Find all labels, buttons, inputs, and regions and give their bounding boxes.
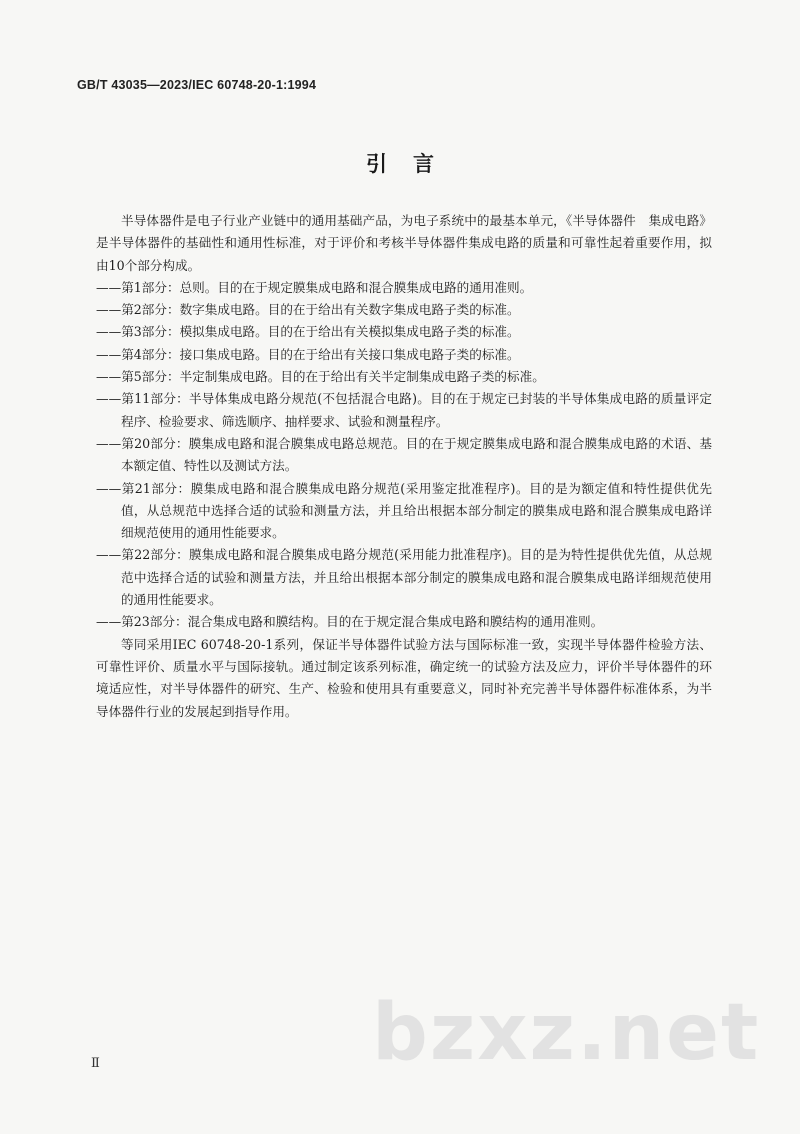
part-item-3: ——第3部分：模拟集成电路。目的在于给出有关模拟集成电路子类的标准。 <box>96 324 520 340</box>
intro-paragraph: 半导体器件是电子行业产业链中的通用基础产品，为电子系统中的最基本单元，《半导体器件 集成电路》是半导体器件的基础性和通用性标准，对于评价和考核半导体器件集成电路的质量和可靠性起着重要作用，拟由10个部分构成。 <box>96 213 712 273</box>
part-item-22: ——第22部分：膜集成电路和混合膜集成电路分规范(采用能力批准程序)。目的是为特性提供优先值，从总规范中选择合适的试验和测量方法，并且给出根据本部分制定的膜集成电路和混合膜集成电路详细规范使用的通用性能要求。 <box>96 547 712 608</box>
part-item-5: ——第5部分：半定制集成电路。目的在于给出有关半定制集成电路子类的标准。 <box>96 369 545 385</box>
part-item-2: ——第2部分：数字集成电路。目的在于给出有关数字集成电路子类的标准。 <box>96 302 520 318</box>
part-item-21: ——第21部分：膜集成电路和混合膜集成电路分规范(采用鉴定批准程序)。目的是为额定值和特性提供优先值，从总规范中选择合适的试验和测量方法，并且给出根据本部分制定的膜集成电路和混合膜集成电路详细规范使用的通用性能要求。 <box>96 480 712 541</box>
closing-paragraph: 等同采用IEC 60748-20-1系列，保证半导体器件试验方法与国际标准一致，实现半导体器件检验方法、可靠性评价、质量水平与国际接轨。通过制定该系列标准，确定统一的试验方法及应力，评价半导体器件的环境适应性，对半导体器件的研究、生产、检验和使用具有重要意义，同时补充完善半导体器件标准体系，为半导体器件行业的发展起到指导作用。 <box>96 636 712 719</box>
part-item-11: ——第11部分：半导体集成电路分规范(不包括混合电路)。目的在于规定已封装的半导体集成电路的质量评定程序、检验要求、筛选顺序、抽样要求、试验和测量程序。 <box>96 391 712 429</box>
site-watermark: bzxz.net <box>372 988 761 1078</box>
part-item-20: ——第20部分：膜集成电路和混合膜集成电路总规范。目的在于规定膜集成电路和混合膜集成电路的术语、基本额定值、特性以及测试方法。 <box>96 435 712 474</box>
part-item-4: ——第4部分：接口集成电路。目的在于给出有关接口集成电路子类的标准。 <box>96 346 520 362</box>
page-number: Ⅱ <box>91 1056 100 1071</box>
document-body <box>96 210 712 723</box>
part-item-1: ——第1部分：总则。目的在于规定膜集成电路和混合膜集成电路的通用准则。 <box>96 279 533 295</box>
section-title: 引言 <box>366 152 460 176</box>
part-item-23: ——第23部分：混合集成电路和膜结构。目的在于规定混合集成电路和膜结构的通用准则。 <box>96 614 604 630</box>
standard-number-header: GB/T 43035—2023/IEC 60748-20-1:1994 <box>77 78 317 92</box>
